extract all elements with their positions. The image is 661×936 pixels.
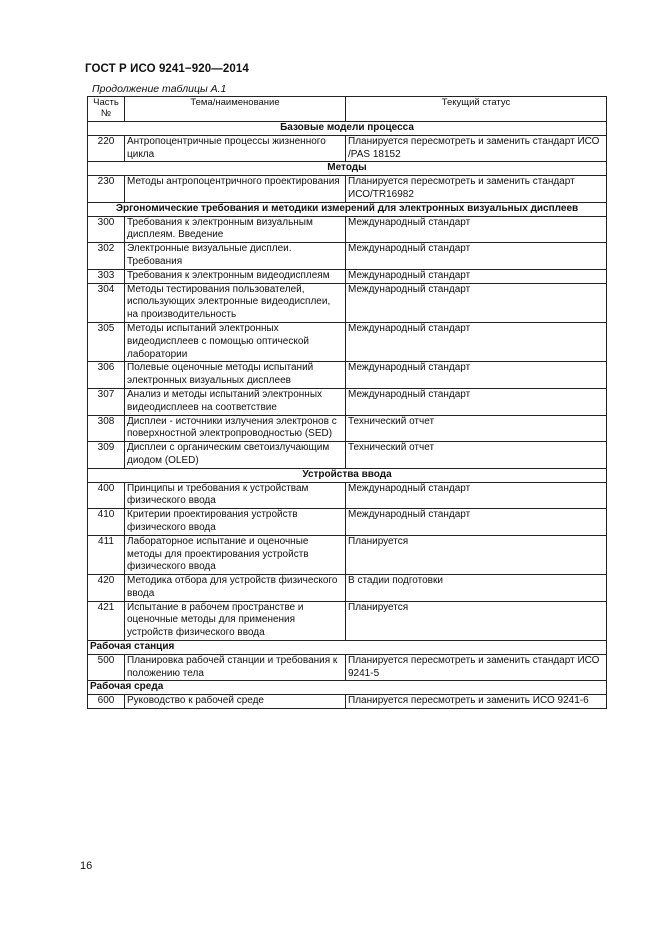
topic-cell: Методика отбора для устройств физического ввода xyxy=(125,575,346,602)
status-cell: Международный стандарт xyxy=(346,283,607,322)
table-row xyxy=(88,695,607,709)
table-body xyxy=(88,122,607,709)
topic-cell: Дисплеи с органическим светоизлучающим диодом (OLED) xyxy=(125,442,346,469)
table-row xyxy=(88,283,607,322)
status-cell: Международный стандарт xyxy=(346,322,607,361)
topic-cell: Электронные визуальные дисплеи. Требования xyxy=(125,243,346,270)
section-row xyxy=(88,202,607,216)
section-row xyxy=(88,122,607,136)
status-cell: Планируется пересмотреть и заменить стандарт ИСО /PAS 18152 xyxy=(346,135,607,162)
status-cell: Планируется xyxy=(346,535,607,574)
column-header-part: Часть № xyxy=(88,97,125,122)
topic-cell: Требования к электронным видеодисплеям xyxy=(125,269,346,283)
topic-cell: Критерии проектирования устройств физического ввода xyxy=(125,509,346,536)
section-title: Рабочая станция xyxy=(88,641,607,655)
topic-cell: Методы испытаний электронных видеодисплеев с помощью оптической лаборатории xyxy=(125,322,346,361)
part-number-cell: 302 xyxy=(88,243,125,270)
table-row xyxy=(88,575,607,602)
column-header-status: Текущий статус xyxy=(346,97,607,122)
part-number-cell: 421 xyxy=(88,601,125,640)
topic-cell: Анализ и методы испытаний электронных видеодисплеев на соответствие xyxy=(125,388,346,415)
column-header-topic: Тема/наименование xyxy=(125,97,346,122)
table-row xyxy=(88,216,607,243)
status-cell: Международный стандарт xyxy=(346,243,607,270)
section-title: Эргономические требования и методики измерений для электронных визуальных дисплеев xyxy=(88,202,607,216)
section-title: Базовые модели процесса xyxy=(88,122,607,136)
standards-table xyxy=(87,96,607,709)
part-number-cell: 420 xyxy=(88,575,125,602)
section-row xyxy=(88,468,607,482)
status-cell: Планируется пересмотреть и заменить стандарт ИСО/TR16982 xyxy=(346,176,607,203)
topic-cell: Антропоцентричные процессы жизненного цикла xyxy=(125,135,346,162)
status-cell: Международный стандарт xyxy=(346,482,607,509)
topic-cell: Требования к электронным визуальным дисплеям. Введение xyxy=(125,216,346,243)
table-row xyxy=(88,482,607,509)
status-cell: Международный стандарт xyxy=(346,216,607,243)
table-row xyxy=(88,362,607,389)
table-header-row xyxy=(88,97,607,122)
topic-cell: Методы антропоцентричного проектирования xyxy=(125,176,346,203)
status-cell: Международный стандарт xyxy=(346,509,607,536)
section-row xyxy=(88,681,607,695)
status-cell: Международный стандарт xyxy=(346,362,607,389)
part-number-cell: 303 xyxy=(88,269,125,283)
table-row xyxy=(88,601,607,640)
section-row xyxy=(88,641,607,655)
part-number-cell: 410 xyxy=(88,509,125,536)
topic-cell: Испытание в рабочем пространстве и оценочные методы для применения устройств физического ввода xyxy=(125,601,346,640)
part-number-cell: 300 xyxy=(88,216,125,243)
topic-cell: Руководство к рабочей среде xyxy=(125,695,346,709)
section-row xyxy=(88,162,607,176)
part-number-cell: 400 xyxy=(88,482,125,509)
part-number-cell: 411 xyxy=(88,535,125,574)
part-number-cell: 230 xyxy=(88,176,125,203)
part-number-cell: 307 xyxy=(88,388,125,415)
status-cell: Планируется xyxy=(346,601,607,640)
section-title: Рабочая среда xyxy=(88,681,607,695)
status-cell: Планируется пересмотреть и заменить стандарт ИСО 9241-5 xyxy=(346,654,607,681)
part-number-cell: 220 xyxy=(88,135,125,162)
part-number-cell: 304 xyxy=(88,283,125,322)
status-cell: Технический отчет xyxy=(346,442,607,469)
topic-cell: Полевые оценочные методы испытаний электронных визуальных дисплеев xyxy=(125,362,346,389)
table-row xyxy=(88,135,607,162)
status-cell: Планируется пересмотреть и заменить ИСО 9241-6 xyxy=(346,695,607,709)
table-row xyxy=(88,269,607,283)
status-cell: В стадии подготовки xyxy=(346,575,607,602)
section-title: Методы xyxy=(88,162,607,176)
table-row xyxy=(88,654,607,681)
table-caption: Продолжение таблицы А.1 xyxy=(92,83,227,95)
table-row xyxy=(88,509,607,536)
status-cell: Международный стандарт xyxy=(346,388,607,415)
part-number-cell: 305 xyxy=(88,322,125,361)
part-number-cell: 309 xyxy=(88,442,125,469)
topic-cell: Дисплеи - источники излучения электронов с поверхностной электропроводностью (SED) xyxy=(125,415,346,442)
part-number-cell: 308 xyxy=(88,415,125,442)
table-row xyxy=(88,243,607,270)
table-row xyxy=(88,415,607,442)
topic-cell: Лабораторное испытание и оценочные методы для проектирования устройств физического ввода xyxy=(125,535,346,574)
status-cell: Технический отчет xyxy=(346,415,607,442)
table-row xyxy=(88,388,607,415)
part-number-cell: 306 xyxy=(88,362,125,389)
part-number-cell: 600 xyxy=(88,695,125,709)
table-row xyxy=(88,535,607,574)
table-row xyxy=(88,322,607,361)
topic-cell: Методы тестирования пользователей, использующих электронные видеодисплеи, на производительность xyxy=(125,283,346,322)
section-title: Устройства ввода xyxy=(88,468,607,482)
topic-cell: Планировка рабочей станции и требования к положению тела xyxy=(125,654,346,681)
topic-cell: Принципы и требования к устройствам физического ввода xyxy=(125,482,346,509)
status-cell: Международный стандарт xyxy=(346,269,607,283)
page-number: 16 xyxy=(80,860,93,872)
table-row xyxy=(88,442,607,469)
table-row xyxy=(88,176,607,203)
part-number-cell: 500 xyxy=(88,654,125,681)
document-code: ГОСТ Р ИСО 9241−920—2014 xyxy=(85,63,249,75)
